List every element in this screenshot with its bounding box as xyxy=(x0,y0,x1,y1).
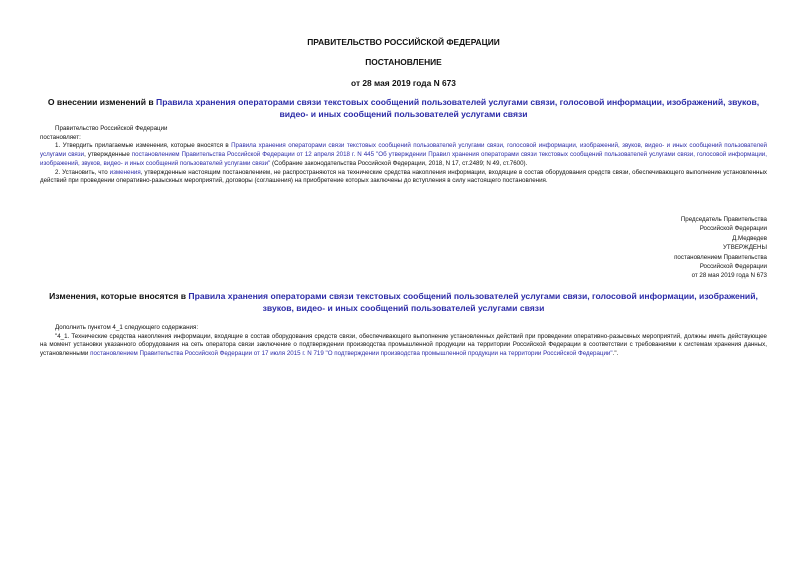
doc-date-number: от 28 мая 2019 года N 673 xyxy=(351,78,456,88)
item-text-a: "4_1. Технические средства накопления информации, входящие в состав оборудования средств связи, обеспечивающего выполнение установленных действий при проведении оперативно-разыскных мероприятий, должны иметь действующее на момент установки указанного оборудования на сеть оператора связи заключение о подтверждении производства промышленной продукции на территории Российской Федерации в соответствии с требованиями к системам хранения данных, установленными xyxy=(40,332,767,358)
approval-label: УТВЕРЖДЕНЫ xyxy=(723,244,767,252)
item-text-c: .". xyxy=(612,350,619,358)
org-heading: ПРАВИТЕЛЬСТВО РОССИЙСКОЙ ФЕДЕРАЦИИ xyxy=(307,37,500,47)
approval-by: постановлением Правительства xyxy=(674,253,767,261)
decree-body xyxy=(40,125,767,186)
p1-decree-link[interactable]: постановлением Правительства Российской Федерации от 12 апреля 2018 г. N 445 "Об утверждении Правил хранения операторами связи текстовых сообщений пользователей услугами связи, голосовой информации, изображений, звуков, видео- и иных сообщений пользователей услугами связи" xyxy=(40,151,767,167)
document-title xyxy=(40,97,767,120)
signature-name: Д.Медведев xyxy=(732,234,767,242)
signature-block xyxy=(547,215,767,281)
item-decree-link[interactable]: постановлением Правительства Российской Федерации от 17 июля 2015 г. N 719 "О подтверждении производства промышленной продукции на территории Российской Федерации" xyxy=(90,350,613,358)
title-rules-link[interactable]: Правила хранения операторами связи текстовых сообщений пользователей услугами связи, голосовой информации, изображений, звуков, видео- и иных сообщений пользователей услугами связи xyxy=(156,97,760,119)
decides-line: постановляет: xyxy=(40,133,81,141)
p1-rules-link[interactable]: Правила хранения операторами связи текстовых сообщений пользователей услугами связи, голосовой информации, изображений, звуков, видео- и иных сообщений пользователей услугами связи xyxy=(40,142,767,159)
p2-text-a: 2. Установить, что xyxy=(55,168,110,176)
changes-body xyxy=(40,324,767,359)
changes-intro: Дополнить пунктом 4_1 следующего содержания: xyxy=(55,324,199,331)
changes-title-rules-link[interactable]: Правила хранения операторами связи текстовых сообщений пользователей услугами связи, голосовой информации, изображений, звуков, видео- и иных сообщений пользователей услугами связи xyxy=(188,291,758,313)
p2-text-b: , утвержденные настоящим постановлением, не распространяются на технические средства накопления информации, входящие в состав оборудования средств связи, обеспечивающего выполнение установленных действий при проведении оперативно-разыскных мероприятий, договоры (соглашения) на приобретение которых заключены до вступления в силу настоящего постановления. xyxy=(40,168,767,185)
paragraph-1 xyxy=(40,142,767,168)
p1-text-c: (Собрание законодательства Российской Федерации, 2018, N 17, ст.2489; N 49, ст.7600). xyxy=(270,159,528,167)
doc-type-heading: ПОСТАНОВЛЕНИЕ xyxy=(365,57,442,67)
p1-text-b: , утвержденные xyxy=(84,151,132,159)
signature-country: Российской Федерации xyxy=(699,225,767,233)
p1-text-a: 1. Утвердить прилагаемые изменения, которые вносятся в xyxy=(55,142,232,150)
p2-changes-link[interactable]: изменения xyxy=(109,168,141,176)
changes-item-4-1 xyxy=(40,333,767,359)
changes-title xyxy=(40,291,767,314)
paragraph-2 xyxy=(40,169,767,186)
government-line: Правительство Российской Федерации xyxy=(55,125,168,132)
title-prefix: О внесении изменений в xyxy=(47,97,157,107)
approval-date: от 28 мая 2019 года N 673 xyxy=(691,272,767,280)
changes-title-prefix: Изменения, которые вносятся в xyxy=(49,291,189,301)
approval-country: Российской Федерации xyxy=(699,263,767,271)
signature-position: Председатель Правительства xyxy=(680,216,767,223)
